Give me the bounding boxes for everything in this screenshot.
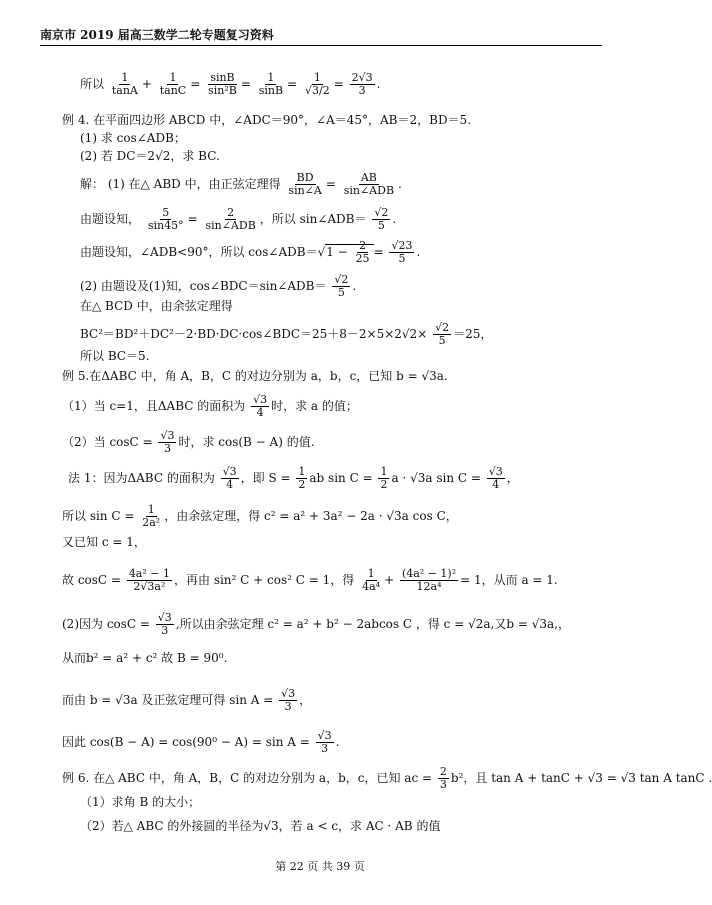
fraction: $\frac{BD}{\sin\angle A}$ [288,171,322,197]
example-4-q1: (1) 求 cos∠ADB； [80,131,186,145]
example-6-q1: （1）求角 B 的大小； [80,795,201,809]
fraction: $\frac{\sin B}{\text{sin²B}}$ [208,71,237,97]
fraction: $\frac{1}{2}$ [380,465,388,491]
document-header: 南京市 2019 届高三数学二轮专题复习资料 [40,28,274,42]
example-6-q2: （2）若△ ABC 的外接圆的半径为√3，若 a < c，求 AC · AB 的值 [80,819,441,833]
fraction: $\frac{2}{\text{sin∠ADB}}$ [205,206,256,232]
example-5-method-8: 因此 cos(B − A) = cos(90⁰ − A) = sin A = $\frac{√3}{3}$ . [62,729,340,755]
fraction: $\frac{5}{\sin 45^\circ}$ [147,206,184,232]
fraction: $\frac{1}{\text{2a²}}$ [142,503,161,529]
fraction: $\frac{√2}{5}$ [435,321,450,347]
example-4-sol-2: 由题设知， $\frac{5}{\sin 45^\circ}$ = $\frac{2}{\text{sin∠ADB}}$ ，所以 sin∠ADB＝ $\frac{√2}{5}$ . [80,206,397,232]
fraction: $\frac{√3}{3}$ [160,429,175,455]
text: 所以 [80,77,105,91]
fraction: $\frac{\text{(4a² − 1)²}}{\text{12a⁴}}$ [401,567,457,593]
fraction: $\frac{1}{2}$ [298,465,306,491]
fraction: $\frac{√3}{4}$ [488,465,503,491]
example-5-method-7: 而由 b = √3a 及正弦定理可得 sin A = $\frac{√3}{3}$ ， [62,687,312,713]
fraction: $\frac{1}{\tan C}$ [159,71,187,97]
example-5-method-1: 法 1：因为ΔABC 的面积为 $\frac{√3}{4}$ ，即 S = $\frac{1}{2}$ ab sin C = $\frac{1}{2}$ a · √3a sin C = $\frac{√3}{4}$ ， [68,465,519,491]
example-4-title: 例 4. 在平面四边形 ABCD 中，∠ADC＝90°，∠A＝45°，AB＝2，BD＝5. [62,113,472,127]
fraction: $\frac{1}{√3/2}$ [304,71,330,97]
example-4-q2: (2) 若 DC＝2√2，求 BC. [80,149,220,163]
example-4-sol-7: 所以 BC＝5. [80,349,150,363]
fraction: $\frac{2}{25}$ [355,239,370,265]
example-5-q2: （2）当 cosC = $\frac{√3}{3}$ 时，求 cos(B − A) 的值. [62,429,315,455]
example-4-sol-1: 解： (1) 在△ ABD 中，由正弦定理得 $\frac{BD}{\sin\angle A}$ = $\frac{AB}{\text{sin∠ADB}}$ . [80,171,402,197]
page-footer: 第 22 页 共 39 页 [275,860,365,873]
fraction: $\frac{\text{4a² − 1}}{\text{2√3a²}}$ [128,567,170,593]
example-5-method-3: 又已知 c = 1， [62,535,146,549]
fraction: $\frac{√23}{5}$ [391,239,413,265]
line-conclusion: 所以 $\frac{1}{\tan A}$ + $\frac{1}{\tan C}$ = $\frac{\sin B}{\text{sin²B}}$ = $\frac{1}{\sin B}$ = $\frac{1}{√3/2}$ = $\frac{2√3}{3}$ . [80,71,381,97]
fraction: $\frac{√3}{3}$ [281,687,296,713]
example-4-sol-4: (2) 由题设及(1)知，cos∠BDC＝sin∠ADB＝ $\frac{√2}{5}$ . [80,273,357,299]
fraction: $\frac{1}{\sin B}$ [258,71,284,97]
example-5-q1: （1）当 c=1，且ΔABC 的面积为 $\frac{√3}{4}$ 时，求 a 的值； [62,393,358,419]
header-rule [40,45,602,46]
example-5-method-4: 故 cosC = $\frac{\text{4a² − 1}}{\text{2√3a²}}$ ，再由 sin² C + cos² C = 1，得 $\frac{1}{\text{4a⁴}}$ + $\frac{\text{(4a² − 1)²}}{\text{12a⁴}}$ = 1，从而 a = 1. [62,567,558,593]
fraction: $\frac{2}{3}$ [439,765,447,791]
example-5-title: 例 5.在ΔABC 中，角 A，B，C 的对边分别为 a，b，c，已知 b = √3a. [62,369,448,383]
fraction: $\frac{√2}{5}$ [334,273,349,299]
example-4-sol-5: 在△ BCD 中，由余弦定理得 [80,299,233,313]
example-5-method-6: 从而b² = a² + c² 故 B = 90⁰. [62,651,228,665]
fraction: $\frac{AB}{\text{sin∠ADB}}$ [343,171,395,197]
fraction: $\frac{√3}{3}$ [317,729,332,755]
example-5-method-2: 所以 sin C = $\frac{1}{\text{2a²}}$ ，由余弦定理，得 c² = a² + 3a² − 2a · √3a cos C， [62,503,458,529]
fraction: $\frac{1}{\tan A}$ [111,71,138,97]
fraction: $\frac{√3}{4}$ [222,465,237,491]
fraction: $\frac{1}{\text{4a⁴}}$ [362,567,381,593]
example-6-title: 例 6. 在△ ABC 中，角 A，B，C 的对边分别为 a，b，c，已知 ac = $\frac{2}{3}$ b²，且 tan A + tanC + √3 = √3 tan A tanC . [62,765,712,791]
fraction: $\frac{√3}{3}$ [157,611,172,637]
example-4-sol-6: BC²＝BD²＋DC²－2·BD·DC·cos∠BDC＝25＋8－2×5×2√2× $\frac{√2}{5}$ ＝25， [80,321,493,347]
fraction: $\frac{√2}{5}$ [374,206,389,232]
example-5-method-5: (2)因为 cosC = $\frac{√3}{3}$ ,所以由余弦定理 c² = a² + b² − 2abcos C ，得 c = √2a,又b = √3a,， [62,611,570,637]
fraction: $\frac{√3}{4}$ [253,393,268,419]
fraction: $\frac{2√3}{3}$ [351,71,373,97]
example-4-sol-3: 由题设知，∠ADB<90°，所以 cos∠ADB＝√1 − $\frac{2}{25}$ = $\frac{√23}{5}$ . [80,239,421,265]
